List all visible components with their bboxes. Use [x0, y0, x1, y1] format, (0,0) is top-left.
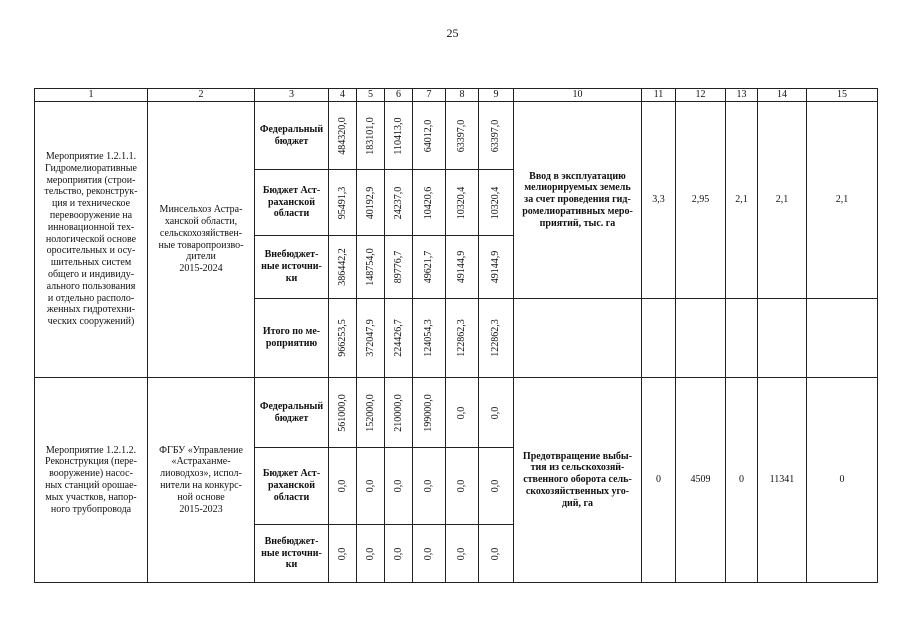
description-line: вооружение) насос- — [49, 468, 133, 480]
funding-source-line: Итого по ме- — [262, 326, 321, 338]
funding-source-line: Внебюджет- — [264, 249, 319, 261]
funding-value: 0,0 — [423, 547, 435, 560]
funding-source-line: Бюджет Аст- — [262, 468, 321, 480]
header-cell: 11 — [642, 89, 676, 102]
indicator-line: Ввод в эксплуатацию — [529, 170, 626, 182]
funding-source-line: Внебюджет- — [264, 535, 319, 547]
funding-value: 40192,9 — [364, 186, 376, 219]
indicator-line: за счет проведения гид- — [524, 194, 631, 206]
funding-value-cell — [385, 299, 413, 378]
indicator-value: 2,1 — [758, 102, 807, 299]
funding-value-cell — [413, 525, 446, 583]
funding-source-line: Федеральный — [259, 123, 324, 135]
description-line: оросительных и осу- — [46, 245, 136, 257]
funding-value-cell — [479, 299, 514, 378]
executor-line: дители — [186, 251, 216, 263]
funding-value: 148754,0 — [364, 248, 376, 286]
funding-value: 484320,0 — [336, 116, 348, 155]
header-cell: 1 — [35, 89, 148, 102]
funding-source-line: раханской — [267, 480, 316, 492]
indicator-line: ственного оборота сель- — [523, 474, 632, 486]
funding-source-line: ные источни- — [261, 547, 322, 559]
description-line: тельство, реконструк- — [44, 186, 138, 198]
indicator-value: 0 — [726, 378, 758, 583]
executor-line: ной основе — [177, 491, 225, 503]
funding-value-cell — [357, 170, 385, 236]
indicator-line: тия из сельскохозяй- — [530, 462, 625, 474]
funding-value: 24237,0 — [392, 186, 404, 219]
funding-value: 64012,0 — [423, 119, 435, 152]
funding-source-line: бюджет — [274, 412, 309, 424]
funding-value: 95491,3 — [336, 186, 348, 219]
indicator-line: приятий, тыс. га — [539, 217, 616, 229]
funding-value: 0,0 — [364, 547, 376, 560]
funding-source-line: Федеральный — [259, 400, 324, 412]
indicator-line: ромелиоративных меро- — [522, 205, 633, 217]
header-cell: 9 — [479, 89, 514, 102]
funding-value: 122862,3 — [456, 319, 468, 357]
funding-source-line: области — [273, 491, 310, 503]
funding-value-cell — [329, 170, 357, 236]
description-line: ческих сооружений) — [47, 316, 135, 328]
description-line: инновационной тех- — [47, 221, 135, 233]
indicator-description — [514, 378, 642, 583]
executor-line: «Астраханме- — [171, 456, 231, 468]
funding-value: 10420,6 — [423, 186, 435, 219]
executor-line: нители на конкурс- — [160, 480, 242, 491]
header-cell: 4 — [329, 89, 357, 102]
funding-value: 0,0 — [364, 479, 376, 493]
funding-value: 0,0 — [336, 479, 348, 493]
funding-value: 210000,0 — [392, 393, 404, 432]
funding-source-line: ки — [285, 272, 298, 284]
header-cell: 14 — [758, 89, 807, 102]
funding-value-cell — [385, 448, 413, 525]
executor-line: 2015-2024 — [179, 263, 223, 275]
funding-source — [255, 236, 329, 299]
funding-value-cell — [479, 170, 514, 236]
funding-value-cell — [357, 378, 385, 448]
header-cell: 15 — [807, 89, 878, 102]
funding-source-line: ки — [285, 559, 298, 571]
funding-value-cell — [446, 448, 479, 525]
funding-value: 0,0 — [490, 547, 502, 560]
header-cell: 8 — [446, 89, 479, 102]
table-row — [35, 102, 878, 170]
description-line: Мероприятие 1.2.1.2. — [45, 444, 137, 456]
funding-value-cell — [385, 525, 413, 583]
funding-source — [255, 102, 329, 170]
funding-value: 0,0 — [456, 547, 468, 560]
funding-value-cell — [446, 525, 479, 583]
funding-value-cell — [413, 299, 446, 378]
funding-value: 199000,0 — [423, 393, 435, 432]
executor-line: ханской области, — [164, 215, 238, 227]
funding-value-cell — [357, 102, 385, 170]
funding-value-cell — [385, 236, 413, 299]
funding-source-line: роприятию — [265, 338, 318, 349]
funding-value: 89776,7 — [392, 250, 404, 284]
funding-value-cell — [479, 378, 514, 448]
header-cell: 10 — [514, 89, 642, 102]
empty-indicator-cell — [642, 299, 676, 378]
indicator-value: 0 — [642, 378, 676, 583]
funding-value: 0,0 — [456, 479, 468, 493]
funding-value-cell — [329, 299, 357, 378]
description-line: ция и техническое — [51, 198, 131, 210]
funding-source-line: Бюджет Аст- — [262, 184, 321, 196]
header-cell: 2 — [148, 89, 255, 102]
description-line: ного трубопровода — [50, 503, 132, 515]
funding-value-cell — [357, 525, 385, 583]
funding-source-line: бюджет — [274, 135, 309, 147]
funding-value: 0,0 — [392, 479, 404, 493]
funding-value-cell — [357, 299, 385, 378]
description-line: ального пользования — [46, 280, 136, 292]
funding-value: 0,0 — [456, 406, 468, 419]
funding-value: 49144,9 — [490, 250, 502, 284]
funding-value: 49144,9 — [456, 250, 468, 284]
funding-value-cell — [413, 170, 446, 236]
funding-source-line: раханской — [267, 196, 316, 208]
funding-value-cell — [385, 170, 413, 236]
funding-value: 0,0 — [423, 479, 435, 493]
indicator-value: 4509 — [676, 378, 726, 583]
activity-description — [35, 378, 148, 583]
funding-value-cell — [479, 102, 514, 170]
funding-source-line: области — [273, 208, 310, 220]
funding-value-cell — [413, 236, 446, 299]
funding-source — [255, 299, 329, 378]
description-line: Реконструкция (пере- — [45, 456, 137, 468]
indicator-value: 0 — [807, 378, 878, 583]
activity-description — [35, 102, 148, 378]
funding-value: 124054,3 — [423, 319, 435, 357]
funding-value: 0,0 — [490, 479, 502, 493]
funding-value-cell — [479, 448, 514, 525]
funding-value: 152000,0 — [364, 393, 376, 432]
funding-value-cell — [329, 378, 357, 448]
funding-value: 372047,9 — [364, 319, 376, 357]
funding-value: 63397,0 — [456, 119, 468, 152]
funding-value: 0,0 — [336, 547, 348, 560]
funding-value-cell — [446, 378, 479, 448]
indicator-description — [514, 102, 642, 299]
indicator-value: 2,95 — [676, 102, 726, 299]
description-line: ных станций орошае- — [45, 480, 137, 491]
funding-value: 122862,3 — [490, 319, 502, 357]
table-row — [35, 378, 878, 448]
funding-value-cell — [357, 448, 385, 525]
activity-executor — [148, 378, 255, 583]
executor-line: лиоводхоз», испол- — [160, 468, 242, 480]
indicator-line: Предотвращение выбы- — [522, 450, 633, 462]
description-line: общего и индивиду- — [47, 268, 135, 280]
header-cell: 12 — [676, 89, 726, 102]
funding-value-cell — [385, 378, 413, 448]
indicator-value: 3,3 — [642, 102, 676, 299]
executor-line: ФГБУ «Управление — [159, 444, 243, 456]
description-line: женных гидротехни- — [46, 304, 136, 316]
empty-indicator-cell — [758, 299, 807, 378]
executor-line: Минсельхоз Астра- — [159, 204, 243, 216]
page-number: 25 — [446, 26, 459, 40]
funding-value-cell — [479, 525, 514, 583]
funding-value-cell — [385, 102, 413, 170]
funding-value-cell — [479, 236, 514, 299]
funding-value-cell — [329, 525, 357, 583]
header-cell: 7 — [413, 89, 446, 102]
funding-source — [255, 448, 329, 525]
description-line: шительных систем — [50, 257, 132, 269]
funding-value: 10320,4 — [456, 186, 468, 219]
funding-value-cell — [329, 448, 357, 525]
funding-value-cell — [446, 299, 479, 378]
header-cell: 13 — [726, 89, 758, 102]
funding-value-cell — [329, 236, 357, 299]
executor-line: ные товаропроизво- — [158, 239, 244, 251]
empty-indicator-cell — [807, 299, 878, 378]
indicator-value: 2,1 — [807, 102, 878, 299]
indicator-line: дий, га — [561, 497, 594, 509]
funding-value-cell — [413, 448, 446, 525]
funding-value: 10320,4 — [490, 186, 502, 219]
description-line: мых участков, напор- — [45, 491, 137, 503]
funding-value: 224426,7 — [392, 319, 404, 357]
funding-value-cell — [446, 102, 479, 170]
empty-indicator-cell — [726, 299, 758, 378]
funding-source — [255, 525, 329, 583]
funding-value: 561000,0 — [336, 393, 348, 432]
header-cell: 6 — [385, 89, 413, 102]
activity-executor — [148, 102, 255, 378]
program-table — [34, 88, 878, 583]
description-line: Мероприятие 1.2.1.1. — [45, 151, 137, 163]
funding-value: 110413,0 — [392, 116, 404, 155]
description-line: мероприятия (строи- — [46, 174, 136, 186]
indicator-value: 11341 — [758, 378, 807, 583]
funding-value: 0,0 — [490, 406, 502, 419]
funding-value-cell — [357, 236, 385, 299]
funding-value-cell — [329, 102, 357, 170]
indicator-value: 2,1 — [726, 102, 758, 299]
funding-value-cell — [413, 102, 446, 170]
funding-value-cell — [446, 236, 479, 299]
funding-value: 63397,0 — [490, 119, 502, 152]
funding-value-cell — [413, 378, 446, 448]
funding-value: 386442,2 — [336, 248, 348, 286]
description-line: Гидромелиоративные — [45, 162, 137, 174]
header-row — [35, 89, 878, 102]
funding-value-cell — [446, 170, 479, 236]
empty-indicator-cell — [514, 299, 642, 378]
indicator-line: мелиорируемых земель — [524, 182, 631, 194]
description-line: нологической основе — [45, 233, 137, 245]
funding-value: 0,0 — [392, 547, 404, 560]
funding-source-line: ные источни- — [261, 261, 322, 273]
header-cell: 3 — [255, 89, 329, 102]
executor-line: сельскохозяйствен- — [159, 227, 243, 239]
header-cell: 5 — [357, 89, 385, 102]
description-line: перевооружение на — [49, 210, 133, 221]
funding-value: 49621,7 — [423, 250, 435, 284]
funding-value: 966253,5 — [336, 319, 348, 357]
funding-source — [255, 170, 329, 236]
executor-line: 2015-2023 — [179, 503, 223, 515]
funding-source — [255, 378, 329, 448]
funding-value: 183101,0 — [364, 116, 376, 155]
indicator-line: скохозяйственных уго- — [525, 485, 630, 497]
empty-indicator-cell — [676, 299, 726, 378]
description-line: и отдельно располо- — [47, 292, 135, 304]
